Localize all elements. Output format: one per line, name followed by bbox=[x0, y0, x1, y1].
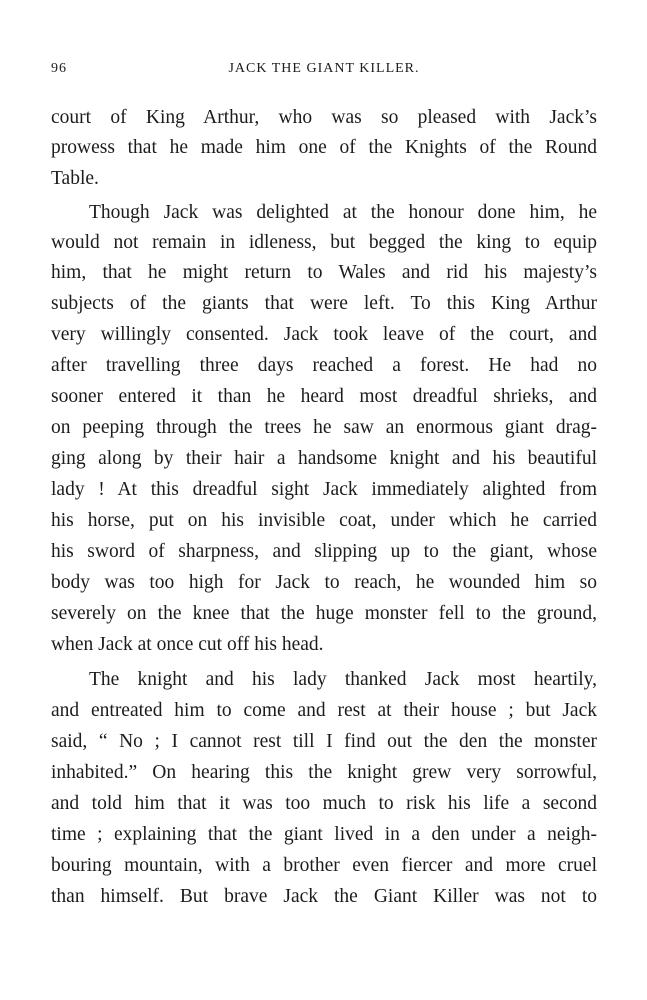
running-header bbox=[51, 61, 597, 81]
text-line: very willingly consented. Jack took leave of the court, and bbox=[51, 324, 597, 345]
text-line: sooner entered it than he heard most dreadful shrieks, and bbox=[51, 386, 597, 407]
text-line: court of King Arthur, who was so pleased with Jack’s bbox=[51, 107, 597, 128]
text-line: Table. bbox=[51, 168, 99, 189]
text-line: subjects of the giants that were left. To this King Arthur bbox=[51, 293, 597, 314]
text-line: him, that he might return to Wales and rid his majesty’s bbox=[51, 262, 597, 283]
text-line: time ; explaining that the giant lived in a den under a neigh- bbox=[51, 824, 597, 845]
text-line: inhabited.” On hearing this the knight grew very sorrowful, bbox=[51, 762, 597, 783]
text-line: and entreated him to come and rest at their house ; but Jack bbox=[51, 700, 597, 721]
text-line: after travelling three days reached a forest. He had no bbox=[51, 355, 597, 376]
text-line: his horse, put on his invisible coat, under which he carried bbox=[51, 510, 597, 531]
text-line: ging along by their hair a handsome knight and his beautiful bbox=[51, 448, 597, 469]
text-line: on peeping through the trees he saw an enormous giant drag- bbox=[51, 417, 597, 438]
text-line: when Jack at once cut off his head. bbox=[51, 634, 324, 655]
text-line: prowess that he made him one of the Knights of the Round bbox=[51, 137, 597, 158]
paragraph-first-line: The knight and his lady thanked Jack most heartily, bbox=[89, 669, 597, 690]
text-line: bouring mountain, with a brother even fiercer and more cruel bbox=[51, 855, 597, 876]
text-line: would not remain in idleness, but begged the king to equip bbox=[51, 232, 597, 253]
text-line: body was too high for Jack to reach, he wounded him so bbox=[51, 572, 597, 593]
page-number: 96 bbox=[51, 61, 67, 76]
text-line: and told him that it was too much to risk his life a second bbox=[51, 793, 597, 814]
text-line: his sword of sharpness, and slipping up to the giant, whose bbox=[51, 541, 597, 562]
text-line: than himself. But brave Jack the Giant Killer was not to bbox=[51, 886, 597, 907]
text-line: lady ! At this dreadful sight Jack immediately alighted from bbox=[51, 479, 597, 500]
text-line: severely on the knee that the huge monster fell to the ground, bbox=[51, 603, 597, 624]
paragraph-first-line: Though Jack was delighted at the honour done him, he bbox=[89, 202, 597, 223]
running-title: JACK THE GIANT KILLER. bbox=[228, 61, 420, 76]
text-line: said, “ No ; I cannot rest till I find out the den the monster bbox=[51, 731, 597, 752]
